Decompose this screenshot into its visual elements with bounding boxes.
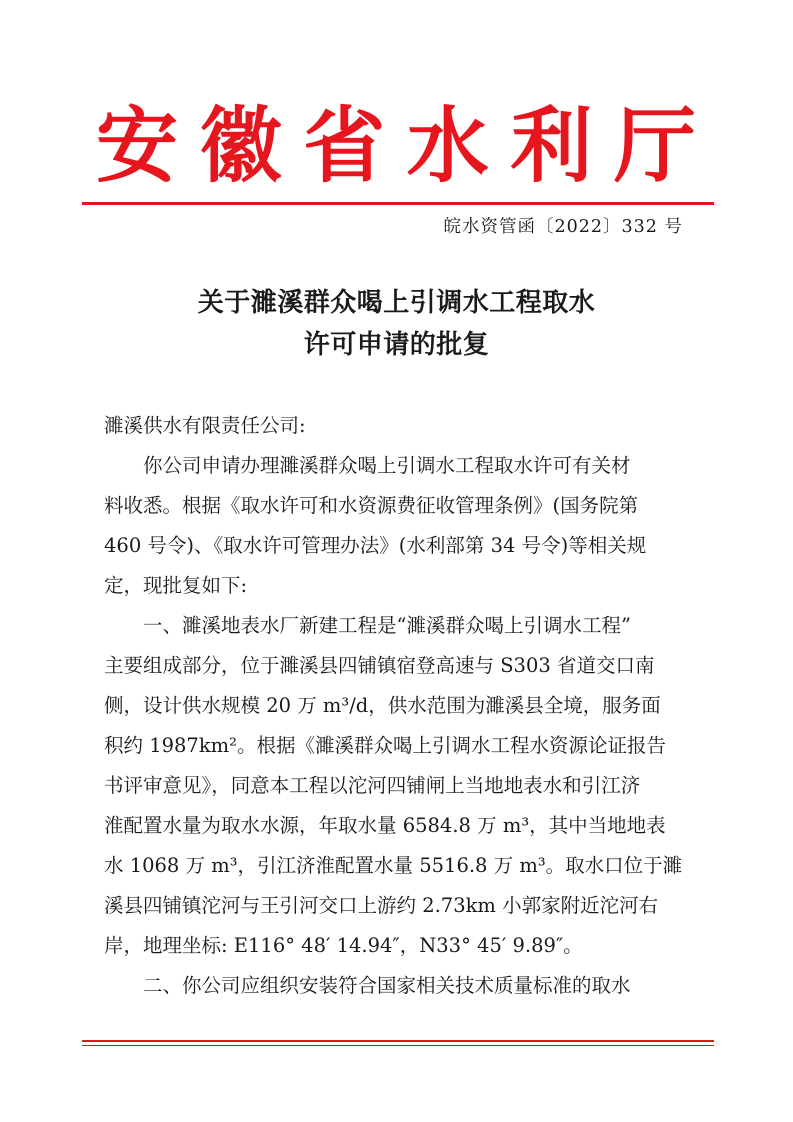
body-line: 岸，地理坐标: E116° 48′ 14.94″，N33° 45′ 9.89″。	[104, 934, 583, 957]
body-line: 你公司申请办理濉溪群众喝上引调水工程取水许可有关材	[143, 454, 631, 477]
body-line: 侧，设计供水规模 20 万 m³/d，供水范围为濉溪县全境，服务面	[104, 694, 661, 717]
body-line: 料收悉。根据《取水许可和水资源费征收管理条例》(国务院第	[104, 494, 639, 517]
header-red-rule	[82, 202, 714, 205]
header-char: 省	[303, 98, 386, 194]
header-char: 水	[406, 98, 489, 194]
document-title	[0, 282, 793, 366]
body-line: 一、濉溪地表水厂新建工程是“濉溪群众喝上引调水工程”	[143, 614, 631, 637]
body-line: 积约 1987km²。根据《濉溪群众喝上引调水工程水资源论证报告	[104, 734, 666, 757]
body-line: 主要组成部分，位于濉溪县四铺镇宿登高速与 S303 省道交口南	[104, 654, 655, 677]
footer-red-rule	[82, 1040, 714, 1042]
body-line: 书评审意见》，同意本工程以沱河四铺闸上当地地表水和引江济	[104, 774, 641, 797]
body-line: 溪县四铺镇沱河与王引河交口上游约 2.73km 小郭家附近沱河右	[104, 894, 659, 917]
footer-red-rule-thin	[82, 1045, 714, 1046]
body-line: 二、你公司应组织安装符合国家相关技术质量标准的取水	[143, 974, 631, 997]
body-line: 淮配置水量为取水水源，年取水量 6584.8 万 m³，其中当地地表	[104, 814, 666, 837]
title-line-2: 许可申请的批复	[303, 330, 490, 360]
header-char: 安	[96, 98, 179, 194]
document-number: 皖水资管函〔2022〕332 号	[443, 217, 683, 237]
header-char: 厅	[613, 98, 696, 194]
title-line-1: 关于濉溪群众喝上引调水工程取水	[197, 288, 596, 318]
header-char: 利	[510, 98, 593, 194]
body-line: 水 1068 万 m³，引江济淮配置水量 5516.8 万 m³。取水口位于濉	[104, 854, 683, 877]
addressee: 濉溪供水有限责任公司:	[104, 414, 306, 437]
issuing-authority-header	[96, 99, 696, 193]
header-char: 徽	[199, 98, 282, 194]
body-line: 定，现批复如下:	[104, 574, 248, 597]
body-line: 460 号令)、《取水许可管理办法》(水利部第 34 号令)等相关规	[104, 534, 647, 557]
